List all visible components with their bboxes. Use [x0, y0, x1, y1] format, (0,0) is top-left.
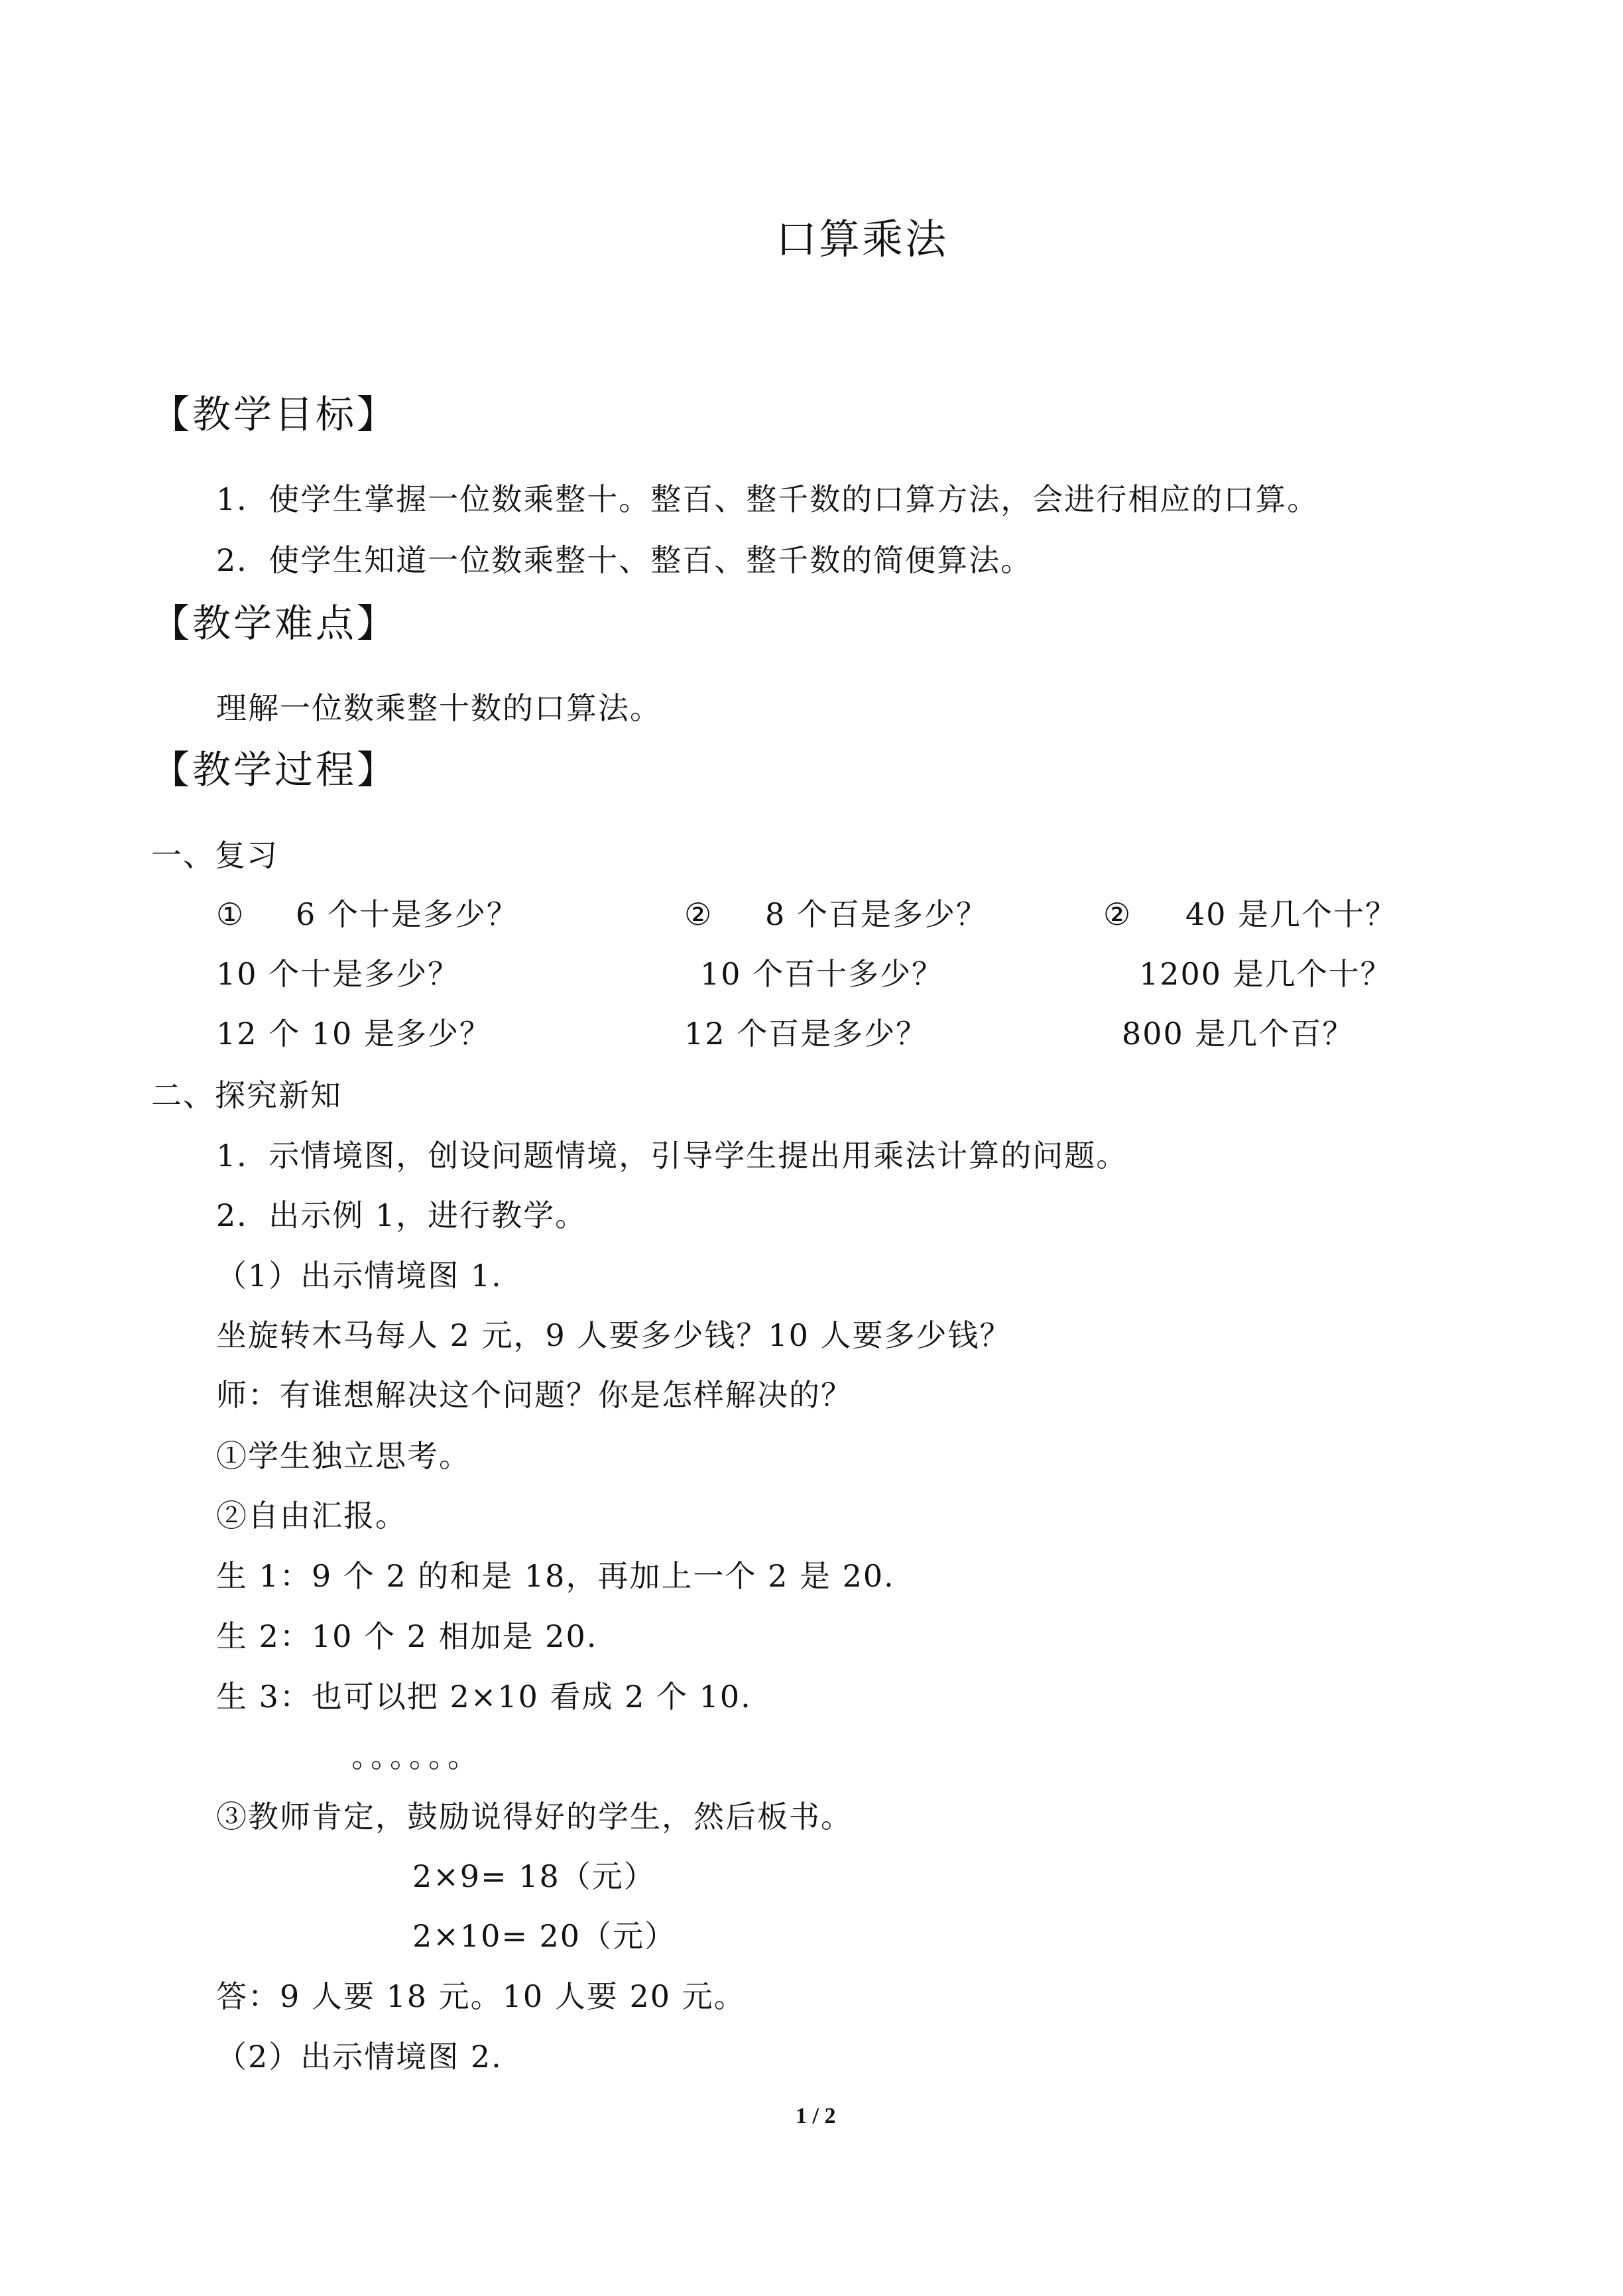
process-line: （2）出示情境图 2.: [216, 2039, 503, 2075]
process-line: 生 1：9 个 2 的和是 18，再加上一个 2 是 20.: [216, 1558, 895, 1594]
process-line: 2．出示例 1，进行教学。: [216, 1197, 587, 1233]
page-number: 1 / 2: [796, 2104, 836, 2128]
ellipsis-line: 。。。。。。: [351, 1738, 482, 1774]
review-question: 8 个百是多少？: [765, 896, 988, 932]
review-marker: ②: [1103, 896, 1132, 932]
review-question: 1200 是几个十？: [1139, 956, 1392, 992]
explore-heading: 二、探究新知: [151, 1077, 342, 1113]
answer-line: 答：9 人要 18 元。10 人要 20 元。: [216, 1978, 746, 2014]
objective-item: 1．使学生掌握一位数乘整十。整百、整千数的口算方法，会进行相应的口算。: [216, 481, 1319, 517]
process-line: ③教师肯定，鼓励说得好的学生，然后板书。: [216, 1799, 853, 1835]
difficulty-text: 理解一位数乘整十数的口算法。: [216, 690, 662, 726]
heading-teaching-difficulty: 【教学难点】: [151, 601, 398, 646]
process-line: 师：有谁想解决这个问题？你是怎样解决的？: [216, 1377, 853, 1413]
review-marker: ①: [216, 896, 245, 932]
review-question: 40 是几个十？: [1185, 896, 1398, 932]
review-question: 10 个百十多少？: [700, 956, 944, 992]
process-line: ②自由汇报。: [216, 1498, 407, 1534]
page-title: 口算乘法: [776, 215, 949, 263]
heading-teaching-objectives: 【教学目标】: [151, 392, 398, 437]
heading-teaching-process: 【教学过程】: [151, 747, 398, 792]
review-question: 12 个百是多少？: [684, 1016, 928, 1052]
review-question: 12 个 10 是多少？: [216, 1016, 491, 1052]
process-line: （1）出示情境图 1.: [216, 1258, 503, 1294]
equation-line: 2×9= 18（元）: [412, 1858, 656, 1894]
review-question: 800 是几个百？: [1122, 1016, 1354, 1052]
objective-item: 2．使学生知道一位数乘整十、整百、整千数的简便算法。: [216, 542, 1033, 578]
review-marker: ②: [684, 896, 713, 932]
review-heading: 一、复习: [151, 837, 278, 873]
review-question: 10 个十是多少？: [216, 956, 460, 992]
review-question: 6 个十是多少？: [296, 896, 518, 932]
equation-line: 2×10= 20（元）: [412, 1918, 677, 1954]
process-line: 生 3：也可以把 2×10 看成 2 个 10.: [216, 1679, 752, 1715]
process-line: 坐旋转木马每人 2 元，9 人要多少钱？10 人要多少钱？: [216, 1317, 1012, 1353]
process-line: ①学生独立思考。: [216, 1438, 471, 1474]
process-line: 1．示情境图，创设问题情境，引导学生提出用乘法计算的问题。: [216, 1138, 1128, 1174]
process-line: 生 2：10 个 2 相加是 20.: [216, 1618, 598, 1654]
